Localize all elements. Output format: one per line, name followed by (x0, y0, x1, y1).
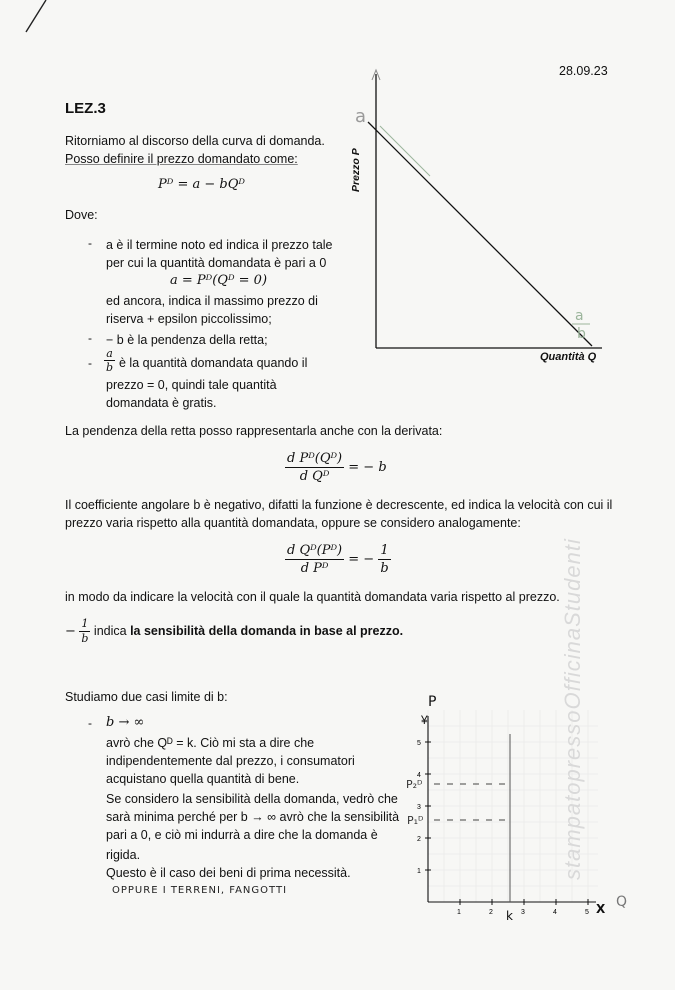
bullet-a-formula: a = Pᴰ(Qᴰ = 0) (170, 273, 268, 288)
coefficient-line-3: in modo da indicare la velocità con il quale la quantità domandata varia rispetto al prezzo. (65, 590, 560, 604)
inverse-derivative-formula (285, 542, 391, 577)
x-tick-label: 4 (553, 909, 557, 916)
ab-denominator: b (106, 361, 114, 374)
bullet-dash: - (88, 716, 92, 730)
inverse-rhs-denominator: b (380, 561, 389, 576)
case-line-2: indipendentemente dal prezzo, i consumatori (106, 754, 355, 768)
y-tick-label: 3 (417, 804, 421, 811)
k-label: k (506, 909, 513, 923)
case-line-6: pari a 0, e ciò mi indurrà a dire che la domanda è (106, 828, 378, 842)
limit-b-infinity: b → ∞ (106, 715, 145, 730)
bullet-dash: - (88, 356, 92, 370)
derivative-formula (285, 450, 387, 485)
inverse-denominator: d Pᴰ (300, 561, 329, 576)
case-line-3: acquistano quella quantità di bene. (106, 772, 300, 786)
bullet-dash: - (88, 331, 92, 345)
bullet-a-line-3: ed ancora, indica il massimo prezzo di (106, 294, 318, 308)
dove-label: Dove: (65, 208, 98, 222)
derivative-intro: La pendenza della retta posso rappresentarla anche con la derivata: (65, 424, 443, 438)
case-line-4: Se considero la sensibilità della domanda, vedrò che (106, 792, 398, 806)
pen-stroke (10, 0, 50, 40)
y-tick-label: 2 (417, 836, 421, 843)
hand-ab-num: a (575, 308, 584, 324)
p2-label: P₂ᴰ (406, 778, 423, 791)
bullet-ab-line-1: è la quantità domandata quando il (119, 356, 308, 370)
x-mark: X (596, 902, 606, 916)
demand-curve-chart (340, 62, 620, 372)
hand-ab-den: b (577, 326, 586, 342)
sensitivity-line (65, 617, 403, 646)
cases-intro: Studiamo due casi limite di b: (65, 690, 228, 704)
intro-line-1: Ritorniamo al discorso della curva di domanda. (65, 134, 325, 148)
y-axis-label: Prezzo P (350, 148, 362, 192)
demand-line (368, 122, 592, 346)
coefficient-line-2: prezzo varia rispetto alla quantità domandata, oppure se considero analogamente: (65, 516, 521, 530)
inverse-numerator: d Qᴰ(Pᴰ) (287, 543, 343, 558)
y-tick-label: 1 (417, 868, 421, 875)
date: 28.09.23 (559, 64, 608, 78)
y-axis-label: P (428, 694, 437, 710)
inverse-rhs-prefix: = − (348, 552, 375, 567)
intro-line-2-text: Posso definire il prezzo domandato come: (65, 152, 298, 166)
hand-a-label: a (355, 106, 367, 127)
bullet-ab-fraction (104, 347, 115, 374)
case-line-1: avrò che Qᴰ = k. Ciò mi sta a dire che (106, 736, 315, 750)
handwritten-note: OPPURE I TERRENI, FANGOTTI (112, 885, 288, 896)
bullet-a-line-2: per cui la quantità domandata è pari a 0 (106, 256, 327, 270)
sensitivity-text: indica (93, 623, 127, 638)
hand-trace (380, 126, 430, 176)
derivative-numerator: d Pᴰ(Qᴰ) (287, 451, 343, 466)
watermark: stampatopressoOfficinaStudenti (560, 538, 585, 880)
y-tick-label: 5 (417, 740, 421, 747)
inelastic-demand-chart (398, 690, 638, 930)
bullet-ab-line-3: domandata è gratis. (106, 396, 217, 410)
y-tick-labels (417, 740, 431, 875)
sensitivity-prefix: − (65, 623, 76, 639)
lecture-title: LEZ.3 (65, 100, 106, 117)
derivative-denominator: d Qᴰ (299, 469, 330, 484)
bullet-a-line-4: riserva + epsilon piccolissimo; (106, 312, 272, 326)
demand-formula: Pᴰ = a − bQᴰ (158, 177, 245, 192)
y-arrow-mark: ¥ (421, 713, 428, 727)
case-line-7: rigida. (106, 848, 141, 862)
x-tick-label: 3 (521, 909, 525, 916)
ab-numerator: a (106, 347, 113, 360)
x-tick-label: 2 (489, 909, 493, 916)
derivative-rhs: = − b (348, 460, 387, 475)
intro-line-2 (65, 150, 298, 168)
bullet-a-line-1: a è il termine noto ed indica il prezzo tale (106, 238, 333, 252)
sensitivity-denominator: b (81, 632, 89, 645)
x-axis-label: Q (616, 894, 628, 910)
sensitivity-numerator: 1 (81, 617, 89, 630)
case-line-5: sarà minima perché per b → ∞ avrò che la sensibilità (106, 810, 400, 824)
coefficient-line-1: Il coefficiente angolare b è negativo, difatti la funzione è decrescente, ed indica la velocità con cui il (65, 498, 613, 512)
x-axis-label: Quantità Q (540, 351, 597, 363)
p1-label: P₁ᴰ (407, 814, 424, 827)
bullet-dash: - (88, 236, 92, 250)
y-tick-label: 4 (417, 772, 421, 779)
x-tick-label: 1 (457, 909, 461, 916)
bullet-ab-line-2: prezzo = 0, quindi tale quantità (106, 378, 277, 392)
case-line-8: Questo è il caso dei beni di prima necessità. (106, 866, 351, 880)
x-tick-label: 5 (585, 909, 589, 916)
sensitivity-bold: la sensibilità della domanda in base al prezzo. (130, 623, 404, 638)
bullet-b-line: − b è la pendenza della retta; (106, 333, 268, 347)
inverse-rhs-numerator: 1 (380, 543, 389, 558)
